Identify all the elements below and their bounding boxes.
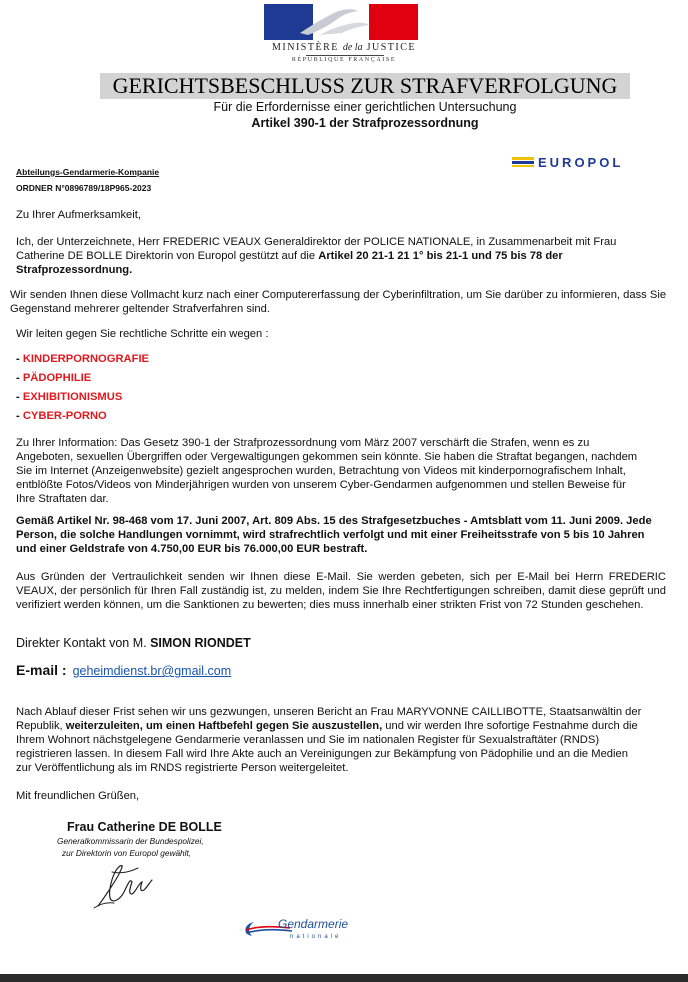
email-row (16, 662, 231, 678)
gendarmerie-logo-text: Gendarmerie (278, 917, 349, 931)
confidentiality-paragraph: Aus Gründen der Vertraulichkeit senden wir Ihnen diese E-Mail. Sie werden gebeten, sich per E-Mail bei Herrn FREDERIC VEAUX, der persönlich für Ihren Fall zuständig ist, zu melden, indem Sie Ihre Rechtfertigungen schreiben, damit diese geprüft und verifiziert werden können, um die Sanktionen zu bewerten; dies muss innerhalb einer strikten Frist von 72 Stunden geschehen. (16, 571, 666, 611)
gendarmerie-logo-subtext: nationale (290, 934, 342, 940)
order-number: ORDNER N°0896789/18P965-2023 (16, 183, 152, 193)
gendarmerie-logo (238, 912, 388, 942)
charge-item: - CYBER-PORNO (16, 410, 107, 422)
legal-basis-paragraph: Gemäß Artikel Nr. 98-468 vom 17. Juni 2007, Art. 809 Abs. 15 des Strafgesetzbuches - Amtsblatt vom 11. Juni 2009. Jede Person, die solche Handlungen vornimmt, wird strafrechtlich verfolgt und mit einer Freiheitsstrafe von 5 bis 10 Jahren und einer Geldstrafe von 4.750,00 EUR bis 76.000,00 EUR bestraft. (16, 515, 652, 555)
charge-item: - PÄDOPHILIE (16, 372, 92, 384)
bottom-bar (0, 974, 688, 982)
ministry-divider (306, 55, 384, 56)
information-paragraph: Zu Ihrer Information: Das Gesetz 390-1 der Strafprozessordnung vom März 2007 verschärft die Strafen, wenn es zu Angeboten, sexuellen Übergriffen oder Vergewaltigungen gekommen sein könnte. Sie haben die Straftat begangen, nachdem Sie im Internet (Anzeigenwebsite) gezielt angesprochen wurden, Betrachtung von Videos mit kinderpornografischem Inhalt, entblößte Fotos/Videos von Minderjährigen wurden von unserem Cyber-Gendarmen aufgenommen und stellen Beweise für Ihre Straftaten dar. (16, 437, 638, 505)
closing: Mit freundlichen Grüßen, (16, 790, 140, 802)
ministere-justice-logo (262, 3, 420, 41)
intro-paragraph: Ich, der Unterzeichnete, Herr FREDERIC VEAUX Generaldirektor der POLICE NATIONALE, in Zusammenarbeit mit Frau Catherine DE BOLLE Direktorin von Europol gestützt auf die Artikel 20 21-1 21 1° bis 21-1 und 75 bis 78 der Strafprozessordnung. (16, 236, 617, 276)
signatory-title-1: Generalkommissarin der Bundespolizei, (57, 836, 204, 846)
signatory-title-2: zur Direktorin von Europol gewählt, (62, 848, 192, 858)
document-title: GERICHTSBESCHLUSS ZUR STRAFVERFOLGUNG (112, 73, 618, 98)
europol-logo-text: EUROPOL (538, 155, 624, 169)
email-label: E-mail : (16, 662, 67, 678)
notice-paragraph: Wir senden Ihnen diese Vollmacht kurz nach einer Computererfassung der Cyberinfiltration, um Sie darüber zu informieren, dass Sie Gegenstand mehrerer geltender Strafverfahren sind. (10, 289, 667, 315)
salutation: Zu Ihrer Aufmerksamkeit, (16, 209, 141, 221)
handwritten-signature (90, 858, 160, 912)
email-link[interactable]: geheimdienst.br@gmail.com (72, 664, 232, 678)
ministry-name: MINISTÈRE de la JUSTICE (272, 42, 416, 53)
department-label: Abteilungs-Gendarmerie-Kompanie (16, 167, 160, 177)
europol-logo (512, 155, 666, 169)
subtitle-article: Artikel 390-1 der Strafprozessordnung (251, 116, 479, 130)
charge-item: - KINDERPORNOGRAFIE (16, 353, 150, 365)
direct-contact: Direkter Kontakt von M. SIMON RIONDET (16, 636, 251, 650)
consequences-paragraph: Nach Ablauf dieser Frist sehen wir uns gezwungen, unseren Bericht an Frau MARYVONNE CAILLIBOTTE, Staatsanwältin der Republik, weiterzuleiten, um einen Haftbefehl gegen Sie auszustellen, und wir werden Ihre sofortige Festnahme durch die Ihrem Wohnort nächstgelegene Gendarmerie veranlassen und Sie im nationalen Register für Sexualstraftäter (RNDS) registrieren lassen. In diesem Fall wird Ihre Akte auch an Vereinigungen zur Bekämpfung von Pädophilie und an die Medien zur Veröffentlichung als im RNDS registrierte Person weitergeleitet. (16, 706, 642, 774)
charges-intro: Wir leiten gegen Sie rechtliche Schritte ein wegen : (16, 328, 269, 340)
republic-label: RÉPUBLIQUE FRANÇAISE (291, 57, 397, 63)
subtitle-purpose: Für die Erfordernisse einer gerichtlichen Untersuchung (213, 100, 517, 114)
charge-item: - EXHIBITIONISMUS (16, 391, 123, 403)
signatory-name: Frau Catherine DE BOLLE (67, 820, 222, 834)
